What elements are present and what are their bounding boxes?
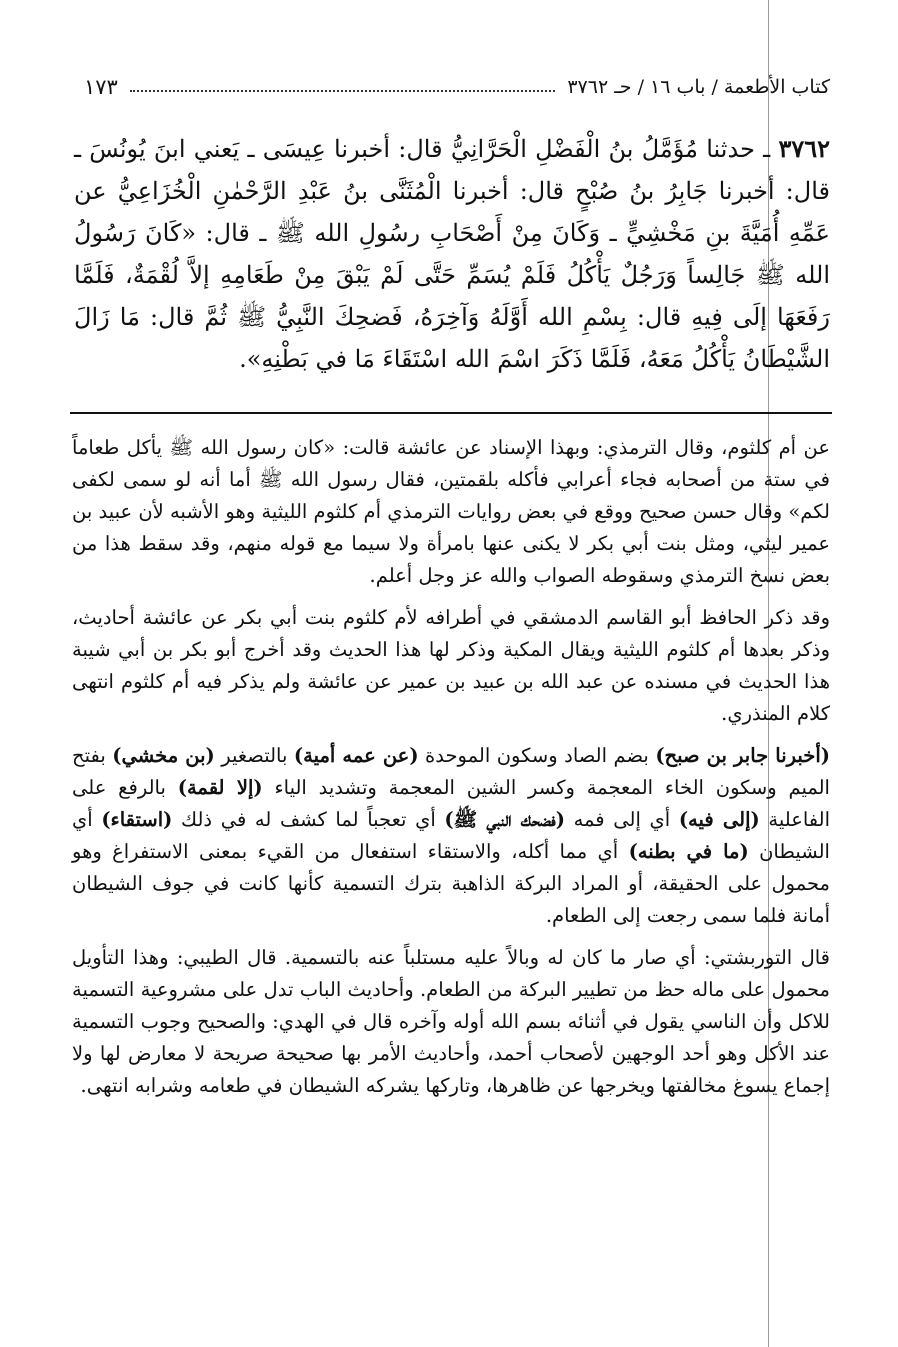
page-number: ١٧٣ — [84, 75, 118, 99]
running-header — [84, 70, 830, 104]
lemma-5: (إلى فيه) — [678, 808, 760, 831]
header-dot-leader — [130, 90, 556, 92]
commentary-block — [72, 432, 830, 1112]
commentary-paragraph-3 — [72, 740, 830, 932]
gloss-5: أي إلى فمه — [564, 808, 679, 831]
section-divider — [70, 412, 832, 414]
commentary-paragraph-4: قال التوربشتي: أي صار ما كان له وبالاً عليه مستلباً عنه بالتسمية. قال الطيبي: وهذا التأويل محمول على ماله حظ من تطيير البركة من الطعام. وأحاديث الباب تدل على مشروعية التسمية للاكل وأن الناسي يقول في أثنائه بسم الله أوله وآخره قال في الهدي: والصحيح وجوب التسمية عند الأكل وهو أحد الوجهين لأصحاب أحمد، وأحاديث الأمر بها صحيحة صريحة لا معارض لها ولا إجماع يسوغ مخالفتها ويخرجها عن ظاهرها، وتاركها يشركه الشيطان في طعامه وشرابه انتهى. — [72, 946, 830, 1097]
lemma-7: (استقاء) — [101, 808, 173, 831]
lemma-8: (ما في بطنه) — [628, 840, 749, 863]
hadith-text: ـ حدثنا مُؤَمَّلُ بنُ الْفَضْلِ الْحَرَّانِيُّ قال: أخبرنا عِيسَى ـ يَعني ابنَ يُونُسَ ـ قال: أخبرنا جَابِرُ بنُ صُبْحٍ قال: أخبرنا الْمُثَنَّى بنُ عَبْدِ الرَّحْمٰنِ الْخُزَاعِيُّ عن عَمِّهِ أُمَيَّةَ بنِ مَخْشِيٍّ ـ وَكَانَ مِنْ أَصْحَابِ رسُولِ الله ﷺ ـ قال: «كَانَ رَسُولُ الله ﷺ جَالِساً وَرَجُلٌ يَأْكُلُ فَلَمْ يُسَمِّ حَتَّى لَمْ يَبْقَ مِنْ طَعَامِهِ إلاَّ لُقْمَةٌ، فَلَمَّا رَفَعَهَا إلَى فِيهِ قال: بِسْمِ الله أَوَّلَهُ وَآخِرَهُ، فَضحِكَ النَّبِيُّ ﷺ ثُمَّ قال: مَا زَالَ الشَّيْطَانُ يَأْكُلُ مَعَهُ، فَلَمَّا ذَكَرَ اسْمَ الله اسْتَقَاءَ مَا في بَطْنِهِ». — [74, 135, 830, 373]
gloss-8: أي مما أكله، والاستقاء استفعال من القيء بمعنى الاستفراغ وهو محمول على الحقيقة، أو المراد البركة الذاهبة بترك التسمية كأنها كانت في جوف الشيطان أمانة فلما سمى رجعت إلى الطعام. — [72, 840, 830, 927]
gloss-4: بالرفع على الفاعلية — [72, 776, 830, 831]
lemma-3: (بن مخشي) — [112, 744, 215, 767]
gloss-7: أي الشيطان — [72, 808, 830, 863]
header-title: كتاب الأطعمة / باب ١٦ / حـ ٣٧٦٢ — [567, 76, 830, 98]
lemma-6: (فضحك النبي ﷺ) — [444, 808, 565, 831]
gloss-3: بفتح الميم وسكون الخاء المعجمة وكسر الشين المعجمة وتشديد الياء — [72, 744, 830, 799]
gloss-6: أي تعجباً لما كشف له في ذلك — [172, 808, 445, 831]
hadith-block — [74, 128, 830, 380]
lemma-2: (عن عمه أمية) — [293, 744, 419, 767]
gloss-1: بضم الصاد وسكون الموحدة — [418, 744, 656, 767]
lemma-1: (أخبرنا جابر بن صبح) — [655, 744, 830, 767]
hadith-number: ٣٧٦٢ — [778, 134, 830, 163]
gloss-2: بالتصغير — [214, 744, 294, 767]
commentary-paragraph-2: وقد ذكر الحافظ أبو القاسم الدمشقي في أطرافه لأم كلثوم بنت أبي بكر عن عائشة أحاديث، وذكر بعدها أم كلثوم الليثية ويقال المكية وذكر لها هذا الحديث وقد أخرج أبو بكر بن أبي شيبة هذا الحديث في مسنده عن عبد الله بن عبيد بن عمير عن عائشة ولم يذكر فيه أم كلثوم انتهى كلام المنذري. — [72, 606, 830, 725]
hadith-paragraph — [74, 128, 830, 380]
commentary-paragraph-1: عن أم كلثوم، وقال الترمذي: وبهذا الإسناد عن عائشة قالت: «كان رسول الله ﷺ يأكل طعاماً في ستة من أصحابه فجاء أعرابي فأكله بلقمتين، فقال رسول الله ﷺ أما أنه لو سمى لكفى لكم» وقال حسن صحيح ووقع في بعض روايات الترمذي أم كلثوم الليثية وهو الأشبه لأن عبيد بن عمير ليثي، ومثل بنت أبي بكر لا يكنى عنها بامرأة ولا سيما مع قوله منهم، وقد سقط هذا من بعض نسخ الترمذي وسقوطه الصواب والله عز وجل أعلم. — [72, 436, 830, 587]
lemma-4: (إلا لقمة) — [177, 776, 263, 799]
